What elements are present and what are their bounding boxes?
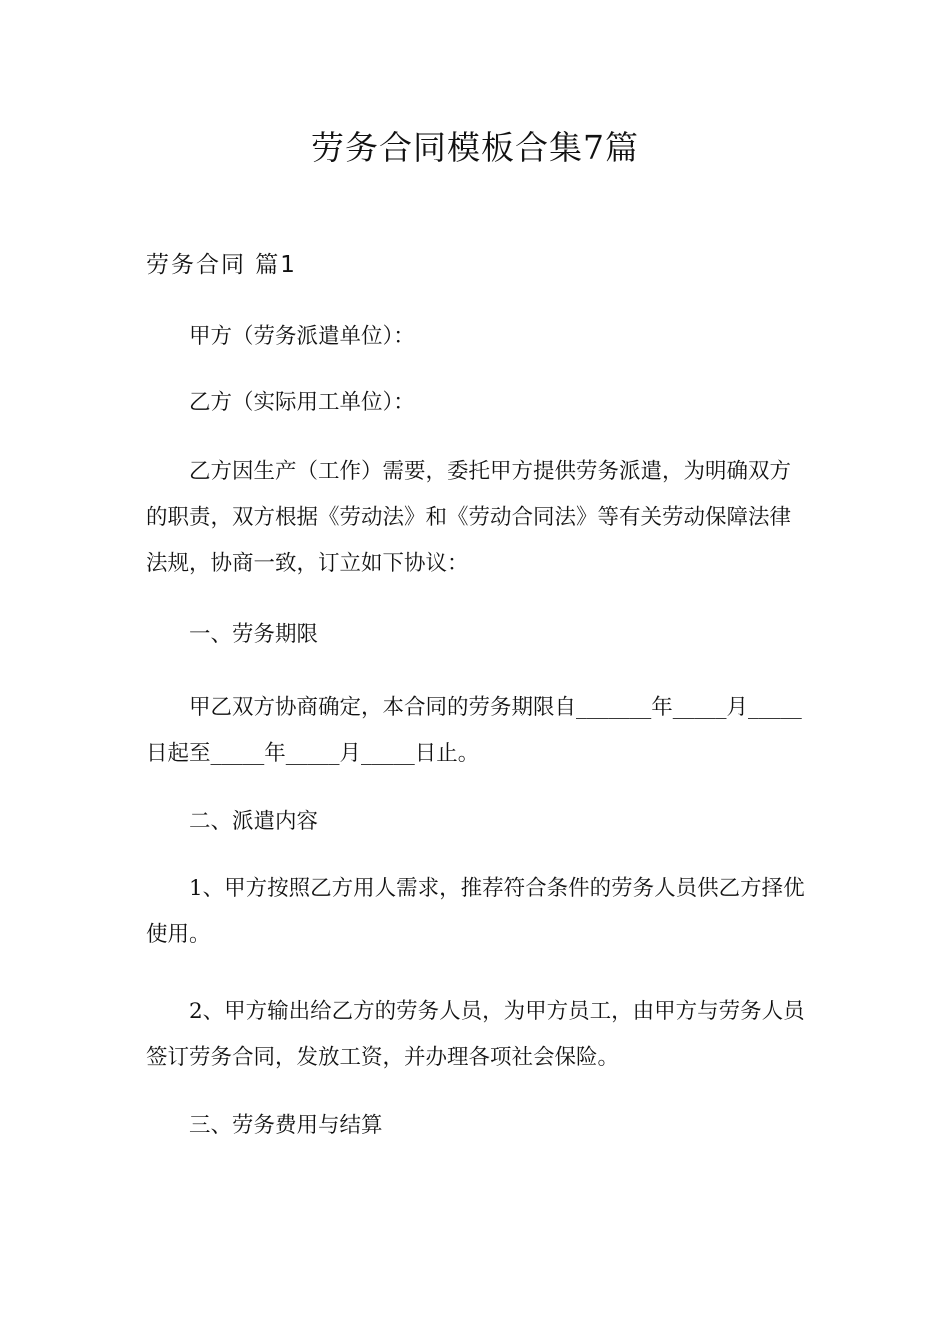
party-a-line: 甲方（劳务派遣单位）： — [189, 324, 415, 349]
content-item-1: 1、甲方按照乙方用人需求，推荐符合条件的劳务人员供乙方择优使用。 — [146, 876, 805, 947]
preamble-paragraph: 乙方因生产（工作）需要，委托甲方提供劳务派遣，为明确双方的职责，双方根据《劳动法》和《劳动合同法》等有关劳动保障法律法规，协商一致，订立如下协议： — [146, 459, 792, 576]
clause-heading-fees: 三、劳务费用与结算 — [189, 1113, 383, 1138]
clause-heading-content: 二、派遣内容 — [189, 809, 319, 834]
party-b-line: 乙方（实际用工单位）： — [189, 390, 415, 415]
section-heading: 劳务合同 篇1 — [146, 252, 297, 278]
term-paragraph: 甲乙双方协商确定，本合同的劳务期限自_______年_____月_____日起至_____年_____月_____日止。 — [146, 695, 802, 766]
content-item-2: 2、甲方输出给乙方的劳务人员，为甲方员工，由甲方与劳务人员签订劳务合同，发放工资，并办理各项社会保险。 — [146, 999, 805, 1070]
document-title: 劳务合同模板合集7篇 — [311, 128, 639, 167]
clause-heading-term: 一、劳务期限 — [189, 622, 319, 647]
